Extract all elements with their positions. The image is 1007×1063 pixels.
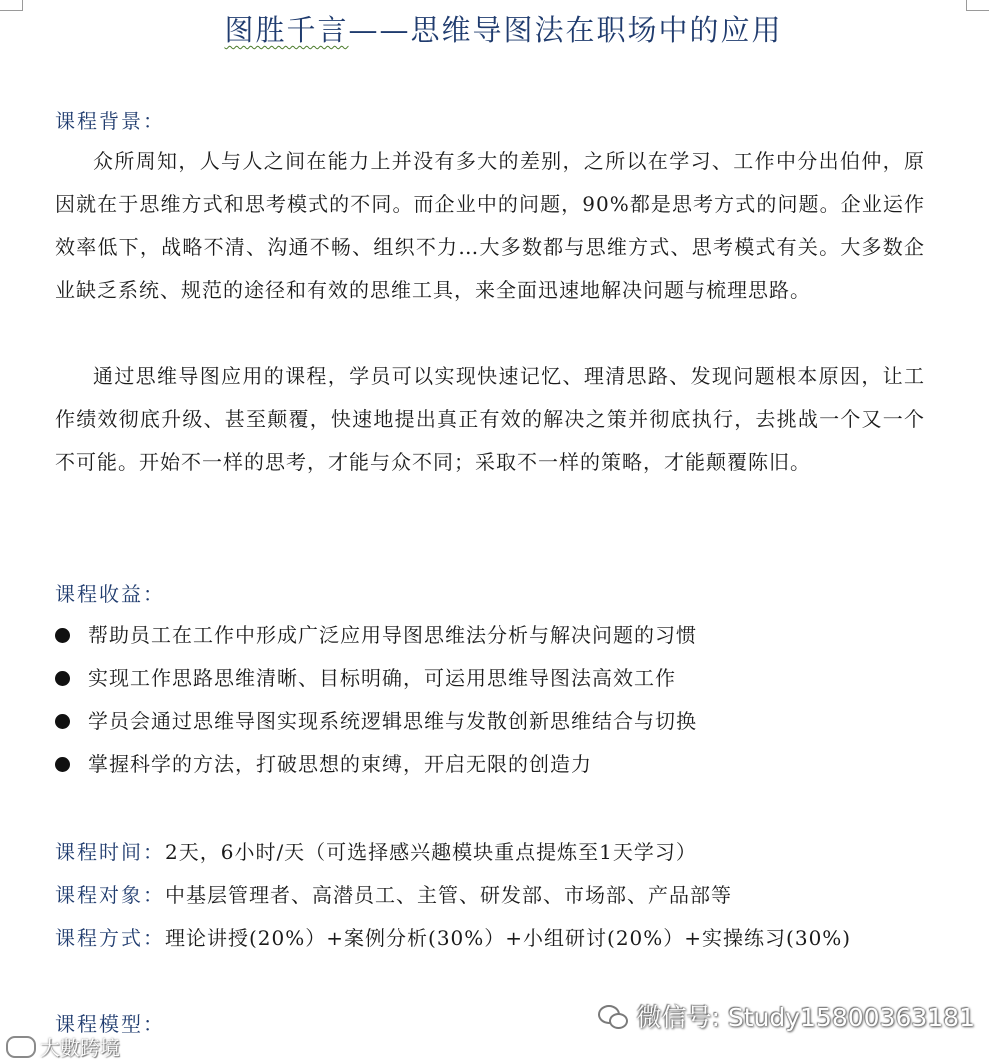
wechat-icon [598,1005,628,1029]
wechat-watermark-text: 微信号: Study15800363181 [636,1003,975,1032]
list-item [55,614,697,657]
background-paragraph-1: 众所周知，人与人之间在能力上并没有多大的差别，之所以在学习、工作中分出伯仲，原因就在于思维方式和思考模式的不同。而企业中的问题，90%都是思考方式的问题。企业运作效率低下，战略不清、沟通不畅、组织不力…大多数都与思维方式、思考模式有关。大多数企业缺乏系统、规范的途径和有效的思维工具，来全面迅速地解决问题与梳理思路。 [55,149,925,302]
list-item [55,657,697,700]
logo-watermark [6,1032,120,1061]
course-audience-value: 中基层管理者、高潜员工、主管、研发部、市场部、产品部等 [165,883,732,907]
logo-watermark-text: 大數跨境 [40,1036,120,1060]
benefits-list [55,614,697,786]
model-heading: 课程模型： [55,1012,165,1036]
course-time-value: 2天，6小时/天（可选择感兴趣模块重点提炼至1天学习） [165,840,697,864]
background-paragraph-2: 通过思维导图应用的课程，学员可以实现快速记忆、理清思路、发现问题根本原因，让工作绩效彻底升级、甚至颠覆，快速地提出真正有效的解决之策并彻底执行，去挑战一个又一个不可能。开始不一样的思考，才能与众不同；采取不一样的策略，才能颠覆陈旧。 [55,364,925,474]
title-subtitle: ——思维导图法在职场中的应用 [348,13,783,47]
bullet-icon [55,628,70,643]
logo-icon [6,1036,36,1058]
bullet-icon [55,757,70,772]
benefit-text: 实现工作思路思维清晰、目标明确，可运用思维导图法高效工作 [88,666,676,690]
benefit-text: 学员会通过思维导图实现系统逻辑思维与发散创新思维结合与切换 [88,709,697,733]
list-item [55,700,697,743]
course-time [55,836,697,865]
course-method-label: 课程方式： [55,926,165,950]
benefit-text: 掌握科学的方法，打破思想的束缚，开启无限的创造力 [88,752,592,776]
course-method-value: 理论讲授(20%）+案例分析(30%）+小组研讨(20%）+实操练习(30%) [165,926,852,950]
list-item [55,743,697,786]
background-heading: 课程背景： [55,109,165,133]
benefit-text: 帮助员工在工作中形成广泛应用导图思维法分析与解决问题的习惯 [88,623,697,647]
bullet-icon [55,671,70,686]
course-method [55,922,851,951]
bullet-icon [55,714,70,729]
course-audience-label: 课程对象： [55,883,165,907]
wechat-watermark [598,998,975,1034]
title-main: 图胜千言 [224,13,349,47]
document-title [0,8,1007,49]
benefits-heading: 课程收益： [55,582,165,606]
course-time-label: 课程时间： [55,840,165,864]
course-audience [55,879,732,908]
